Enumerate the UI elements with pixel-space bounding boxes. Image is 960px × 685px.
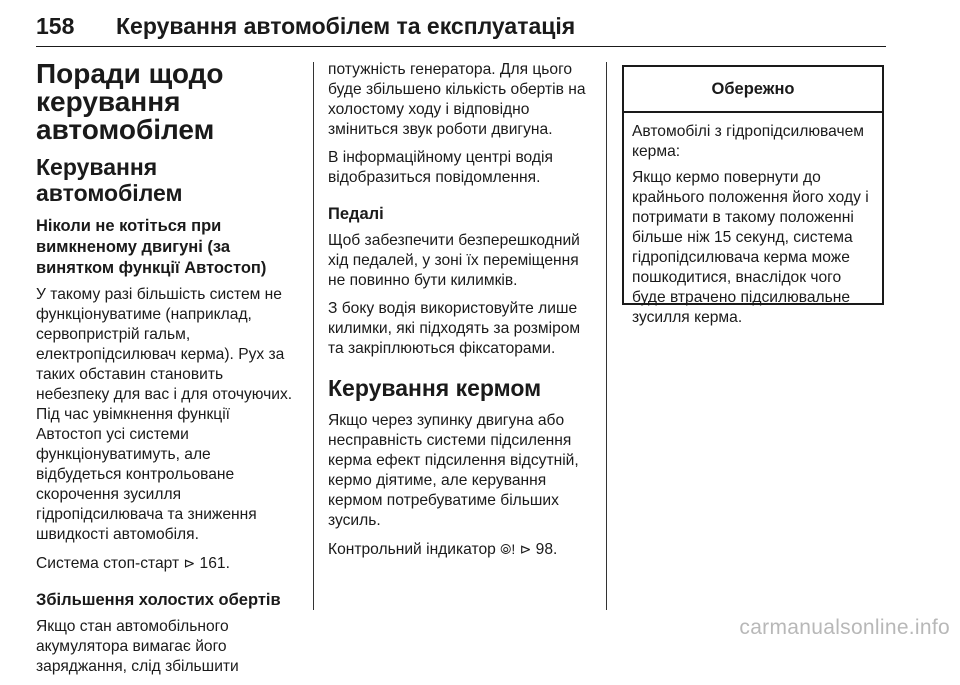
subsection-title-steering: Керування кермом: [328, 375, 542, 401]
warning-body: [624, 113, 882, 328]
column-divider: [313, 62, 314, 610]
column-left: [36, 60, 298, 685]
indicator-page-ref[interactable]: 98.: [535, 541, 558, 558]
stop-start-text: Система стоп-старт: [36, 555, 180, 572]
indicator-text: Контрольний індикатор: [328, 541, 496, 558]
warning-box: [622, 65, 884, 326]
paragraph-floor-mats: З боку водія використовуйте лише килимки, які підходять за розміром та закріплюються фіксаторами.: [328, 300, 581, 357]
paragraph-dic-message: В інформаційному центрі водія відобразиться повідомлення.: [328, 149, 553, 186]
paragraph-generator: потужність генератора. Для цього буде збільшено кількість обертів на холостому ходу і відповідно зміниться звук роботи двигуна.: [328, 61, 586, 138]
reference-arrow-icon: ⊳: [519, 541, 532, 557]
warning-paragraph-detail: Якщо кермо повернути до крайнього положення його ходу і потримати в такому положенні більше ніж 15 секунд, система гідропідсилювача керма може пошкодитися, внаслідок чого буде втрачено підсилювальне зусилля керма.: [632, 169, 869, 326]
column-divider: [606, 62, 607, 610]
page-number: 158: [36, 13, 75, 39]
paragraph-steering: Якщо через зупинку двигуна або несправність системи підсилення керма ефект підсилення відсутній, кермо діятиме, але керування кермом потребуватиме більших зусиль.: [328, 412, 579, 529]
section-title: Поради щодо керування автомобілем: [36, 58, 224, 145]
stop-start-page-ref[interactable]: 161.: [199, 555, 230, 572]
warning-title: Обережно: [624, 67, 882, 113]
paragraph-stop-start: [36, 553, 298, 574]
paragraph-coasting: У такому разі більшість систем не функціонуватиме (наприклад, сервопристрій гальм, електропідсилювач керма). Рух за таких обставин становить небезпеку для вас і для оточуючих. Під час увімкнення функції Автостоп усі системи функціонуватимуть, але відбудеться контрольоване скорочення зусилля гідропідсилювача та зниження швидкості автомобіля.: [36, 286, 293, 543]
paragraph-pedals: Щоб забезпечити безперешкодний хід педалей, у зоні їх переміщення не повинно бути килимків.: [328, 232, 580, 289]
topic-heading-pedals: Педалі: [328, 205, 384, 223]
page-header: [36, 6, 886, 47]
warning-paragraph-scope: Автомобілі з гідропідсилювачем керма:: [632, 123, 865, 160]
chapter-title: Керування автомобілем та експлуатація: [116, 13, 576, 39]
paragraph-indicator: [328, 539, 596, 560]
steering-warning-icon: ⦾!: [500, 541, 516, 557]
subsection-title: Керування автомобілем: [36, 154, 183, 206]
watermark: carmanualsonline.info: [739, 616, 950, 639]
topic-heading-idle: Збільшення холостих обертів: [36, 591, 281, 609]
reference-arrow-icon: ⊳: [183, 555, 196, 571]
column-middle: [328, 60, 596, 568]
paragraph-idle: Якщо стан автомобільного акумулятора вимагає його заряджання, слід збільшити: [36, 618, 239, 675]
topic-heading-coasting: Ніколи не котіться при вимкненому двигуні (за винятком функції Автостоп): [36, 217, 267, 277]
